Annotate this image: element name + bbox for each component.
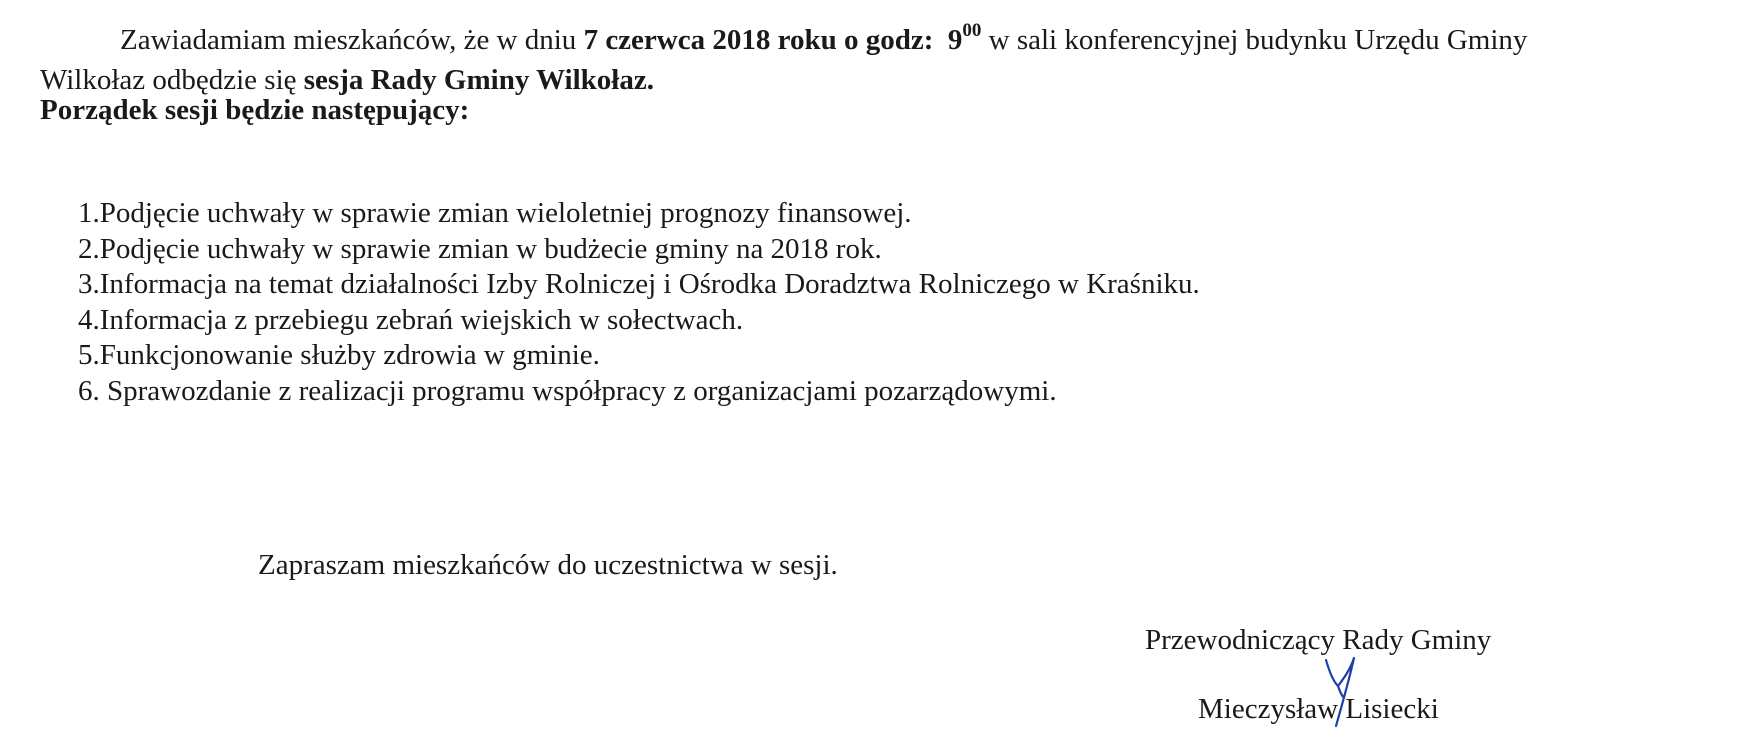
agenda-item: 3.Informacja na temat działalności Izby Rolniczej i Ośrodka Doradztwa Rolniczego w Kraśniku. [78,268,1200,300]
intro-text-1: Zawiadamiam mieszkańców, że w dniu [120,24,584,56]
intro-paragraph [40,22,1680,98]
agenda-list [78,196,1200,409]
agenda-item: 6. Sprawozdanie z realizacji programu współpracy z organizacjami pozarządowymi. [78,374,1057,407]
session-name: sesja Rady Gminy Wilkołaz. [303,64,654,96]
agenda-item: 1.Podjęcie uchwały w sprawie zmian wieloletniej prognozy finansowej. [78,197,912,229]
agenda-heading: Porządek sesji będzie następujący: [40,94,470,126]
invitation-text: Zapraszam mieszkańców do uczestnictwa w sesji. [258,549,838,581]
meeting-hour: 9 [947,24,963,56]
signature-stroke [1326,658,1354,726]
agenda-item: 4.Informacja z przebiegu zebrań wiejskich w sołectwach. [78,303,744,336]
meeting-date: 7 czerwca 2018 roku o godz: [583,24,934,56]
intro-line-1 [40,22,1680,62]
meeting-minutes: 00 [962,20,982,41]
intro-text-3: Wilkołaz odbędzie się [40,64,304,96]
agenda-item: 5.Funkcjonowanie służby zdrowia w gminie. [78,339,600,371]
intro-text-2: w sali konferencyjnej budynku Urzędu Gminy [981,24,1528,56]
agenda-item: 2.Podjęcie uchwały w sprawie zmian w budżecie gminy na 2018 rok. [78,232,882,265]
handwritten-signature [1318,652,1368,732]
signatory-title: Przewodniczący Rady Gminy [1145,624,1492,656]
intro-line-2 [40,62,1680,98]
signatory-name: Mieczysław Lisiecki [1198,693,1439,725]
